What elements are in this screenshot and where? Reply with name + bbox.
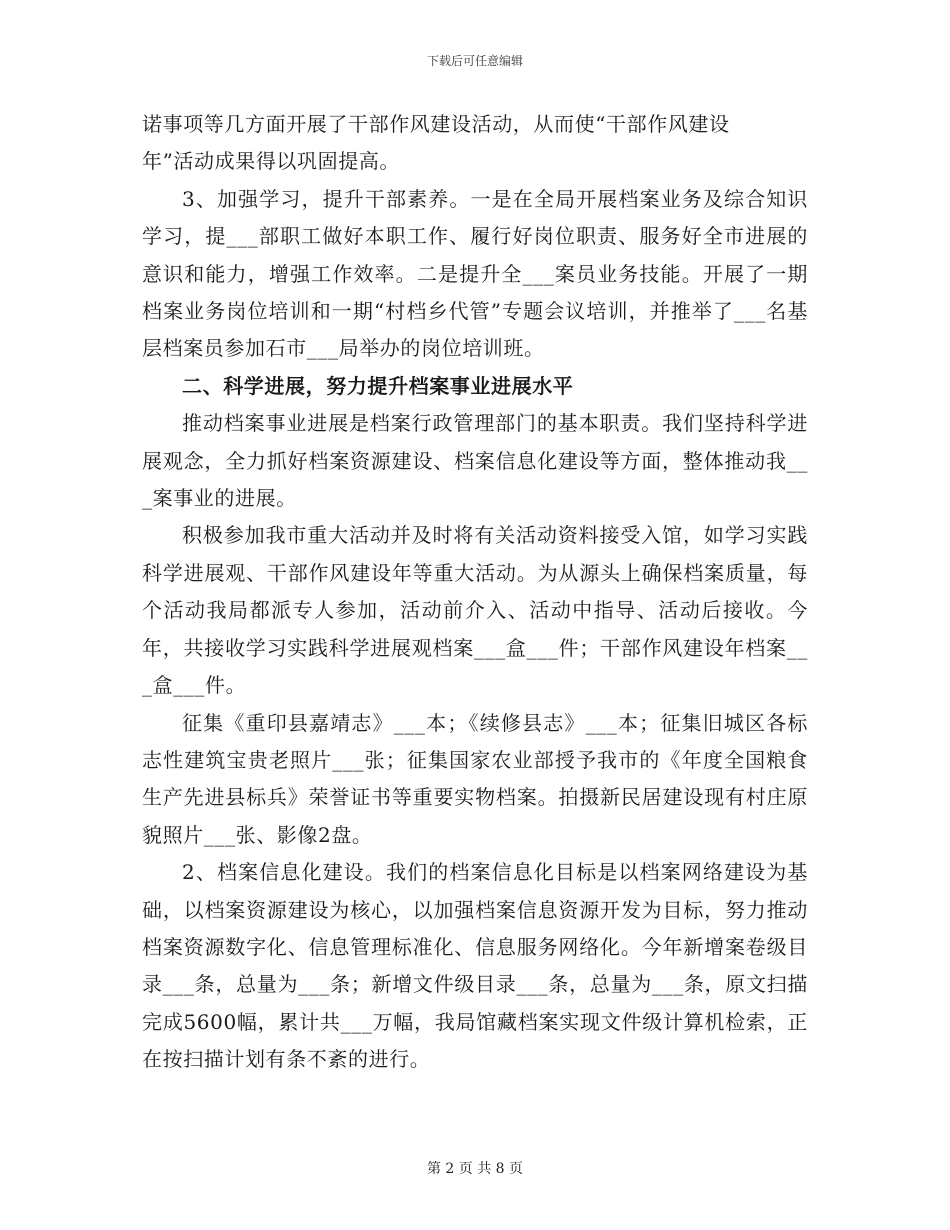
paragraph-activities: 积极参加我市重大活动并及时将有关活动资料接受入馆，如学习实践科学进展观、干部作风建设年等重大活动。为从源头上确保档案质量，每个活动我局都派专人参加，活动前介入、活动中指导、活动后接收。今年，共接收学习实践科学进展观档案___盒___件；干部作风建设年档案___盒___件。 xyxy=(142,523,808,698)
paragraph-collection: 征集《重印县嘉靖志》___本；《续修县志》___本；征集旧城区各标志性建筑宝贵老照片___张；征集国家农业部授予我市的《年度全国粮食生产先进县标兵》荣誉证书等重要实物档案。拍摄新民居建设现有村庄原貌照片___张、影像2盘。 xyxy=(142,710,808,847)
page-header: 下载后可任意编辑 xyxy=(426,54,523,68)
paragraph-study: 3、加强学习，提升干部素养。一是在全局开展档案业务及综合知识学习，提___部职工做好本职工作、履行好岗位职责、服务好全市进展的意识和能力，增强工作效率。二是提升全___案员业务技能。开展了一期档案业务岗位培训和一期“村档乡代管”专题会议培训，并推举了___名基层档案员参加石市___局举办的岗位培训班。 xyxy=(142,186,808,361)
section-heading: 二、科学进展，努力提升档案事业进展水平 xyxy=(182,373,574,398)
document-body xyxy=(142,106,808,1079)
paragraph-informatization: 2、档案信息化建设。我们的档案信息化目标是以档案网络建设为基础，以档案资源建设为核心，以加强档案信息资源开发为目标，努力推动档案资源数字化、信息管理标准化、信息服务网络化。今年新增案卷级目录___条，总量为___条；新增文件级目录___条，总量为___条，原文扫描完成5600幅，累计共___万幅，我局馆藏档案实现文件级计算机检索，正在按扫描计划有条不紊的进行。 xyxy=(142,860,808,1072)
page-number: 第 2 页 共 8 页 xyxy=(426,1161,524,1177)
paragraph-development: 推动档案事业进展是档案行政管理部门的基本职责。我们坚持科学进展观念，全力抓好档案资源建设、档案信息化建设等方面，整体推动我___案事业的进展。 xyxy=(142,411,808,511)
paragraph-continued: 诺事项等几方面开展了干部作风建设活动，从而使“干部作风建设 年”活动成果得以巩固提高。 xyxy=(142,112,730,174)
